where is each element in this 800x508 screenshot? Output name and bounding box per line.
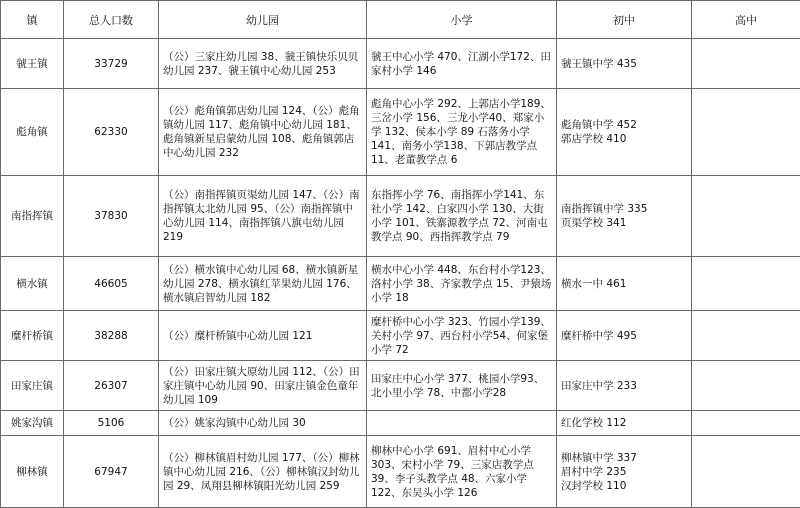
kindergarten-cell: （公）田家庄镇大原幼儿园 112、（公）田家庄镇中心幼儿园 90、田家庄镇金色童年幼儿园 109 — [159, 361, 367, 411]
table-row — [1, 436, 800, 508]
population-cell: 38288 — [64, 311, 159, 361]
middle-cell: 糜杆桥中学 495 — [557, 311, 692, 361]
primary-cell — [367, 411, 557, 436]
kindergarten-cell: （公）柳林镇眉村幼儿园 177、（公）柳林镇中心幼儿园 216、（公）柳林镇汉封幼儿园 29、凤翔县柳林镇阳光幼儿园 259 — [159, 436, 367, 508]
middle-cell: 彪角镇中学 452 郭店学校 410 — [557, 89, 692, 176]
header-row — [1, 1, 800, 39]
primary-cell: 田家庄中心小学 377、桃园小学93、北小里小学 78、中都小学28 — [367, 361, 557, 411]
header-middle: 初中 — [557, 1, 692, 39]
town-cell: 彪角镇 — [1, 89, 64, 176]
table-row — [1, 89, 800, 176]
kindergarten-cell: （公）糜杆桥镇中心幼儿园 121 — [159, 311, 367, 361]
kindergarten-cell: （公）南指挥镇页渠幼儿园 147、（公）南指挥镇太北幼儿园 95、（公）南指挥镇中心幼儿园 114、南指挥镇八旗屯幼儿园 219 — [159, 176, 367, 257]
high-cell — [692, 89, 800, 176]
middle-cell: 横水一中 461 — [557, 257, 692, 311]
header-primary: 小学 — [367, 1, 557, 39]
primary-cell: 东指挥小学 76、南指挥小学141、东社小学 142、白家四小学 130、大街小学 101、铁寨源教学点 72、河南屯教学点 90、西指挥教学点 79 — [367, 176, 557, 257]
kindergarten-cell: （公）三家庄幼儿园 38、虢王镇快乐贝贝幼儿园 237、虢王镇中心幼儿园 253 — [159, 39, 367, 89]
middle-cell: 虢王镇中学 435 — [557, 39, 692, 89]
table-row — [1, 361, 800, 411]
high-cell — [692, 361, 800, 411]
town-cell: 横水镇 — [1, 257, 64, 311]
middle-cell: 田家庄中学 233 — [557, 361, 692, 411]
high-cell — [692, 176, 800, 257]
header-kindergarten: 幼儿园 — [159, 1, 367, 39]
high-cell — [692, 311, 800, 361]
town-cell: 南指挥镇 — [1, 176, 64, 257]
table-row — [1, 311, 800, 361]
table-row — [1, 257, 800, 311]
high-cell — [692, 257, 800, 311]
table-row — [1, 39, 800, 89]
town-cell: 田家庄镇 — [1, 361, 64, 411]
high-cell — [692, 436, 800, 508]
primary-cell: 糜杆桥中心小学 323、竹园小学139、关村小学 97、西台村小学54、何家堡小学 72 — [367, 311, 557, 361]
high-cell — [692, 39, 800, 89]
population-cell: 5106 — [64, 411, 159, 436]
town-cell: 柳林镇 — [1, 436, 64, 508]
population-cell: 67947 — [64, 436, 159, 508]
middle-cell: 柳林镇中学 337 眉村中学 235 汉封学校 110 — [557, 436, 692, 508]
population-cell: 33729 — [64, 39, 159, 89]
middle-cell: 南指挥镇中学 335 页渠学校 341 — [557, 176, 692, 257]
town-cell: 姚家沟镇 — [1, 411, 64, 436]
population-cell: 26307 — [64, 361, 159, 411]
population-cell: 62330 — [64, 89, 159, 176]
high-cell — [692, 411, 800, 436]
table-row — [1, 176, 800, 257]
primary-cell: 彪角中心小学 292、上郭店小学189、三岔小学 156、三龙小学40、郑家小学 132、侯本小学 89 石落务小学 141、南务小学138、下郭店教学点 11、老董教学点 6 — [367, 89, 557, 176]
middle-cell: 红化学校 112 — [557, 411, 692, 436]
kindergarten-cell: （公）彪角镇郭店幼儿园 124、（公）彪角镇幼儿园 117、彪角镇中心幼儿园 181、彪角镇新星启蒙幼儿园 108、彪角镇郭店中心幼儿园 232 — [159, 89, 367, 176]
population-cell: 46605 — [64, 257, 159, 311]
kindergarten-cell: （公）横水镇中心幼儿园 68、横水镇新星幼儿园 278、横水镇红苹果幼儿园 176、横水镇启智幼儿园 182 — [159, 257, 367, 311]
header-population: 总人口数 — [64, 1, 159, 39]
primary-cell: 虢王中心小学 470、江湖小学172、田家村小学 146 — [367, 39, 557, 89]
town-cell: 虢王镇 — [1, 39, 64, 89]
header-high: 高中 — [692, 1, 800, 39]
primary-cell: 横水中心小学 448、东台村小学123、洛村小学 38、齐家教学点 15、尹猿场小学 18 — [367, 257, 557, 311]
town-cell: 糜杆桥镇 — [1, 311, 64, 361]
table-row — [1, 411, 800, 436]
population-cell: 37830 — [64, 176, 159, 257]
kindergarten-cell: （公）姚家沟镇中心幼儿园 30 — [159, 411, 367, 436]
primary-cell: 柳林中心小学 691、眉村中心小学 303、宋村小学 79、三家店教学点 39、李子头教学点 48、六家小学 122、东吴头小学 126 — [367, 436, 557, 508]
header-town: 镇 — [1, 1, 64, 39]
